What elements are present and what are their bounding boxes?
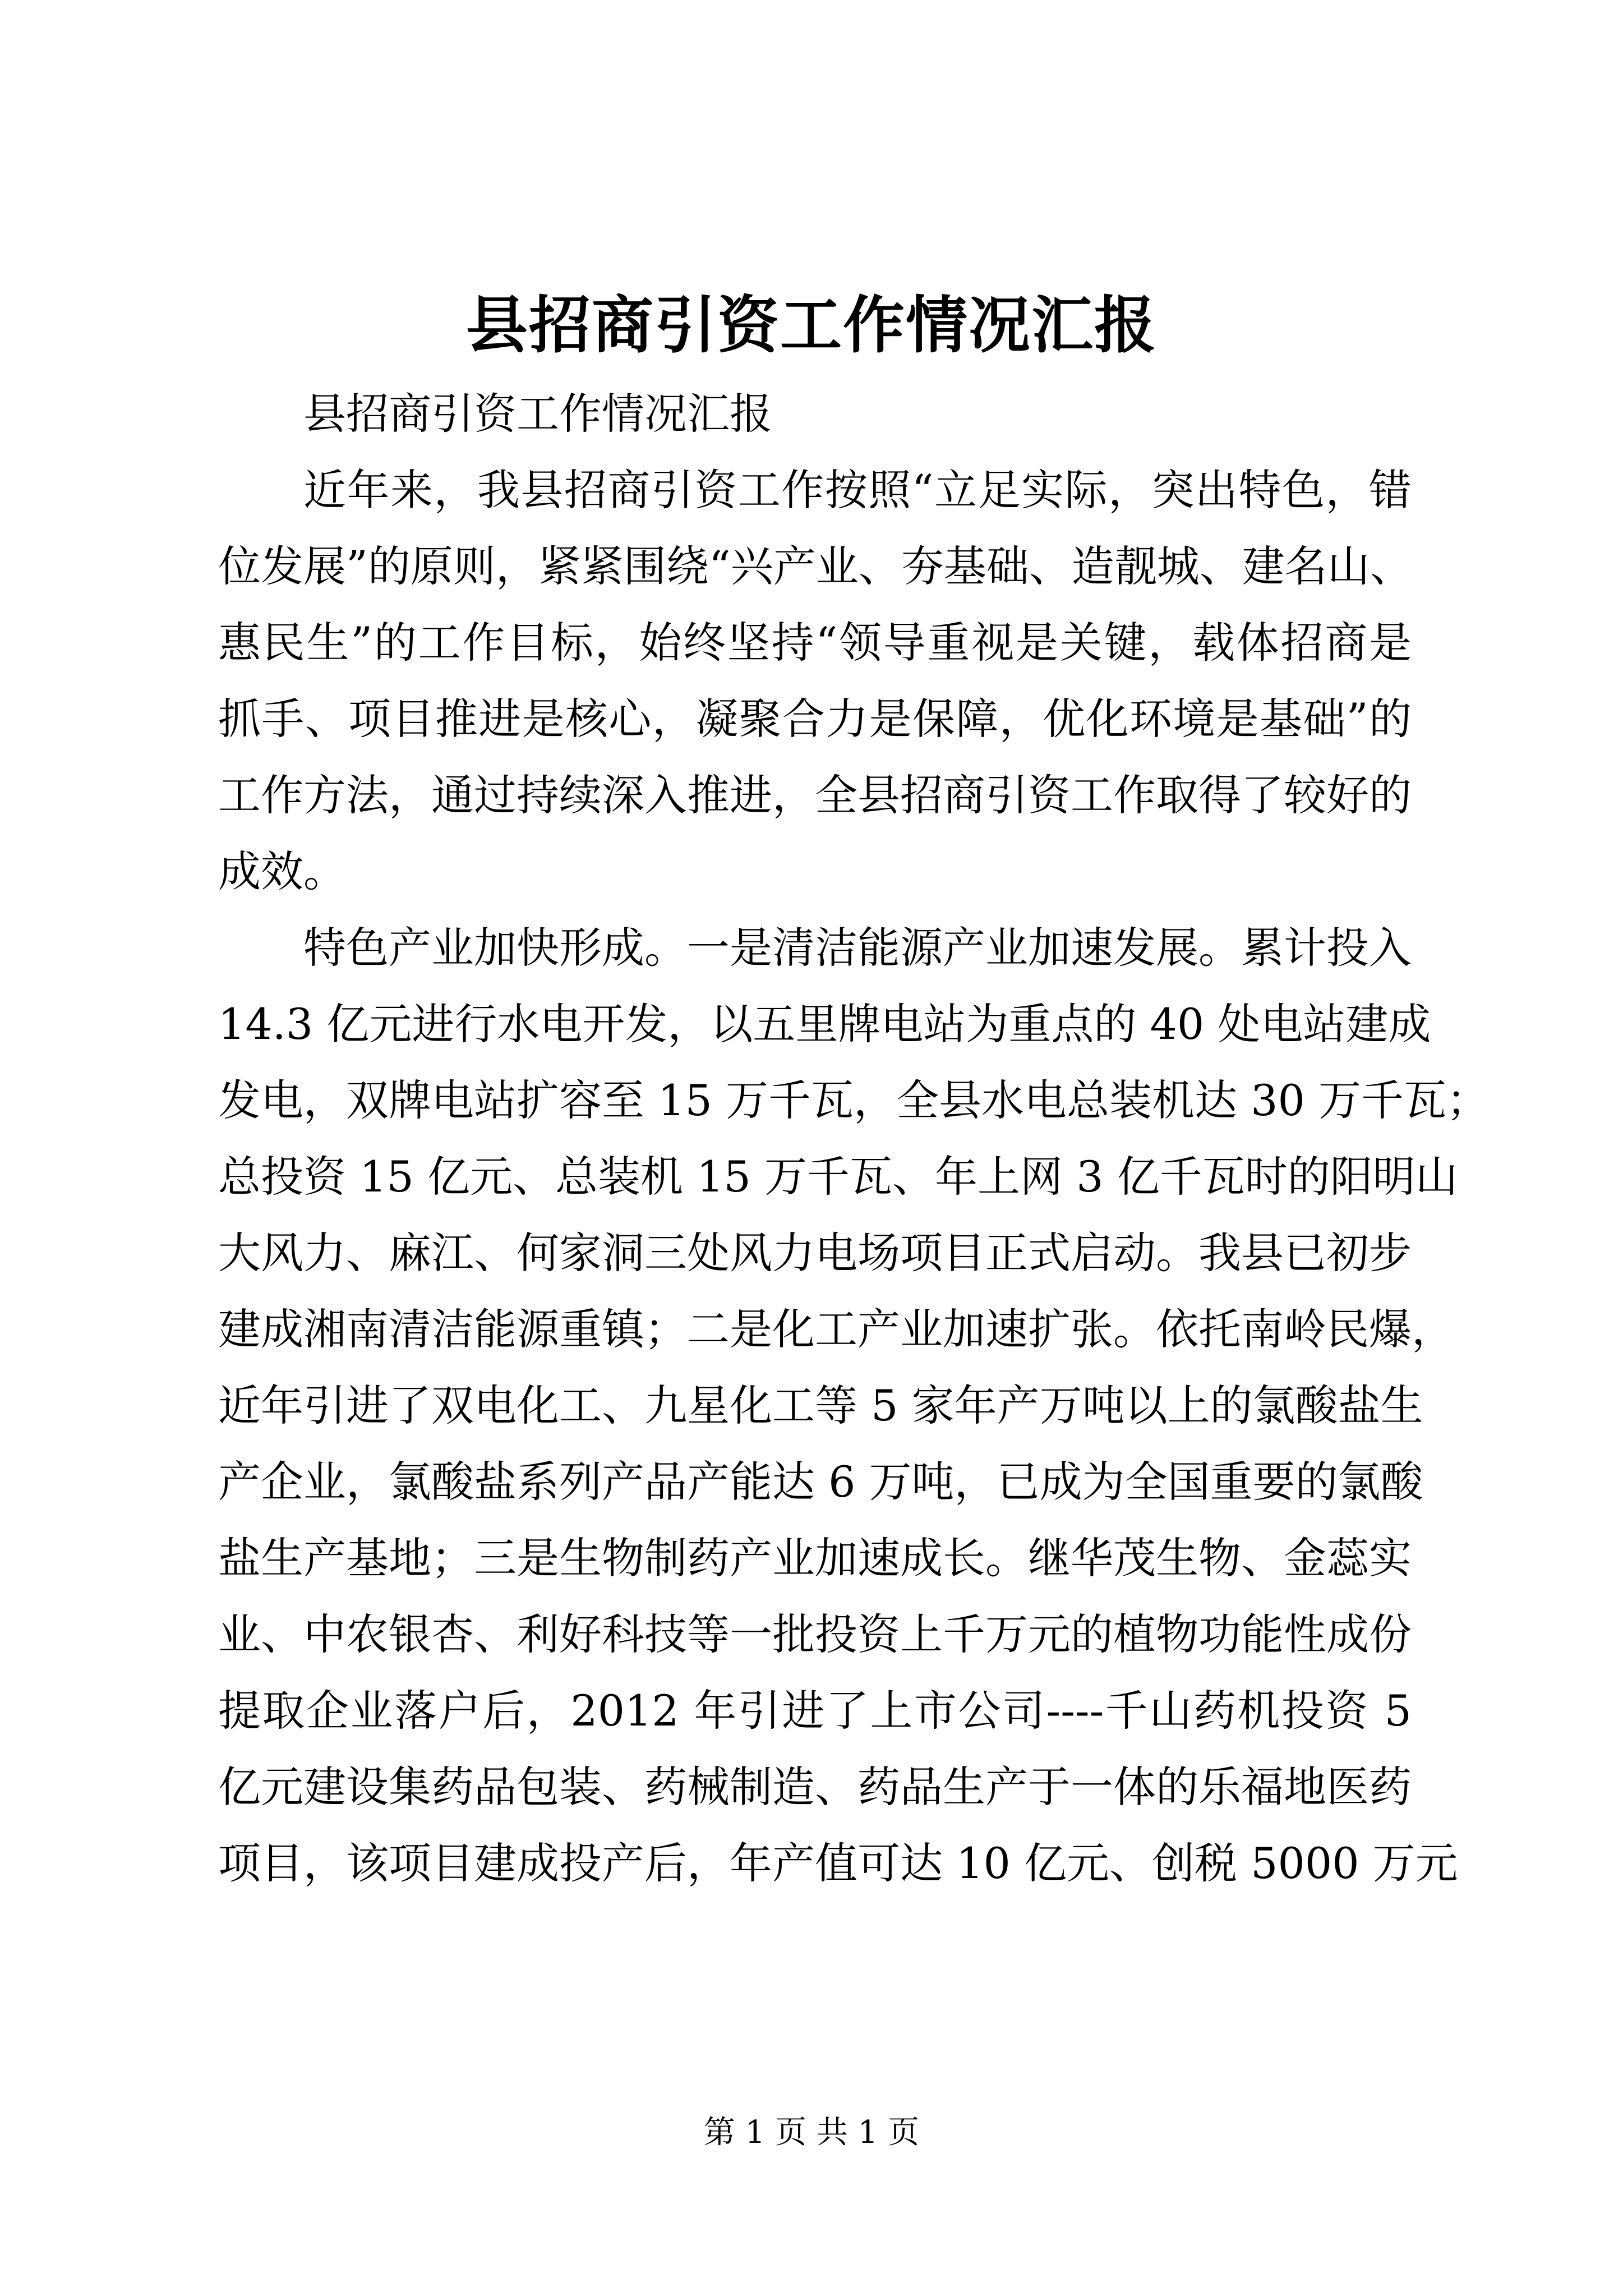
body-line: 县招商引资工作情况汇报 bbox=[303, 389, 772, 439]
body-line: 产企业，氯酸盐系列产品产能达 6 万吨，已成为全国重要的氯酸 bbox=[218, 1457, 1423, 1507]
body-line: 位发展”的原则，紧紧围绕“兴产业、夯基础、造靓城、建名山、 bbox=[218, 541, 1413, 591]
body-line: 建成湘南清洁能源重镇；二是化工产业加速扩张。依托南岭民爆， bbox=[218, 1304, 1454, 1354]
body-line: 特色产业加快形成。一是清洁能源产业加速发展。累计投入 bbox=[303, 923, 1412, 973]
body-line: 提取企业落户后，2012 年引进了上市公司----千山药机投资 5 bbox=[218, 1686, 1412, 1736]
body-line: 惠民生”的工作目标，始终坚持“领导重视是关键，载体招商是 bbox=[218, 618, 1412, 668]
body-line: 近年来，我县招商引资工作按照“立足实际，突出特色，错 bbox=[303, 465, 1412, 515]
body-line: 总投资 15 亿元、总装机 15 万千瓦、年上网 3 亿千瓦时的阳明山 bbox=[218, 1152, 1458, 1202]
page-footer: 第 1 页 共 1 页 bbox=[703, 2114, 920, 2151]
body-line: 14.3 亿元进行水电开发，以五里牌电站为重点的 40 处电站建成 bbox=[218, 999, 1431, 1049]
body-line: 业、中农银杏、利好科技等一批投资上千万元的植物功能性成份 bbox=[218, 1609, 1412, 1659]
body-line: 近年引进了双电化工、九星化工等 5 家年产万吨以上的氯酸盐生 bbox=[218, 1381, 1423, 1430]
body-line: 抓手、项目推进是核心，凝聚合力是保障，优化环境是基础”的 bbox=[218, 694, 1412, 744]
body-line: 工作方法，通过持续深入推进，全县招商引资工作取得了较好的 bbox=[218, 770, 1412, 820]
body-line: 亿元建设集药品包装、药械制造、药品生产于一体的乐福地医药 bbox=[218, 1762, 1412, 1812]
body-line: 成效。 bbox=[218, 846, 346, 896]
document-body bbox=[218, 376, 1490, 1902]
body-line: 发电，双牌电站扩容至 15 万千瓦，全县水电总装机达 30 万千瓦； bbox=[218, 1075, 1490, 1125]
body-line: 项目，该项目建成投产后，年产值可达 10 亿元、创税 5000 万元 bbox=[218, 1838, 1458, 1888]
body-line: 盐生产基地；三是生物制药产业加速成长。继华茂生物、金蕊实 bbox=[218, 1533, 1412, 1583]
body-line: 大风力、麻江、何家洞三处风力电场项目正式启动。我县已初步 bbox=[218, 1228, 1412, 1278]
document-title: 县招商引资工作情况汇报 bbox=[466, 289, 1157, 361]
